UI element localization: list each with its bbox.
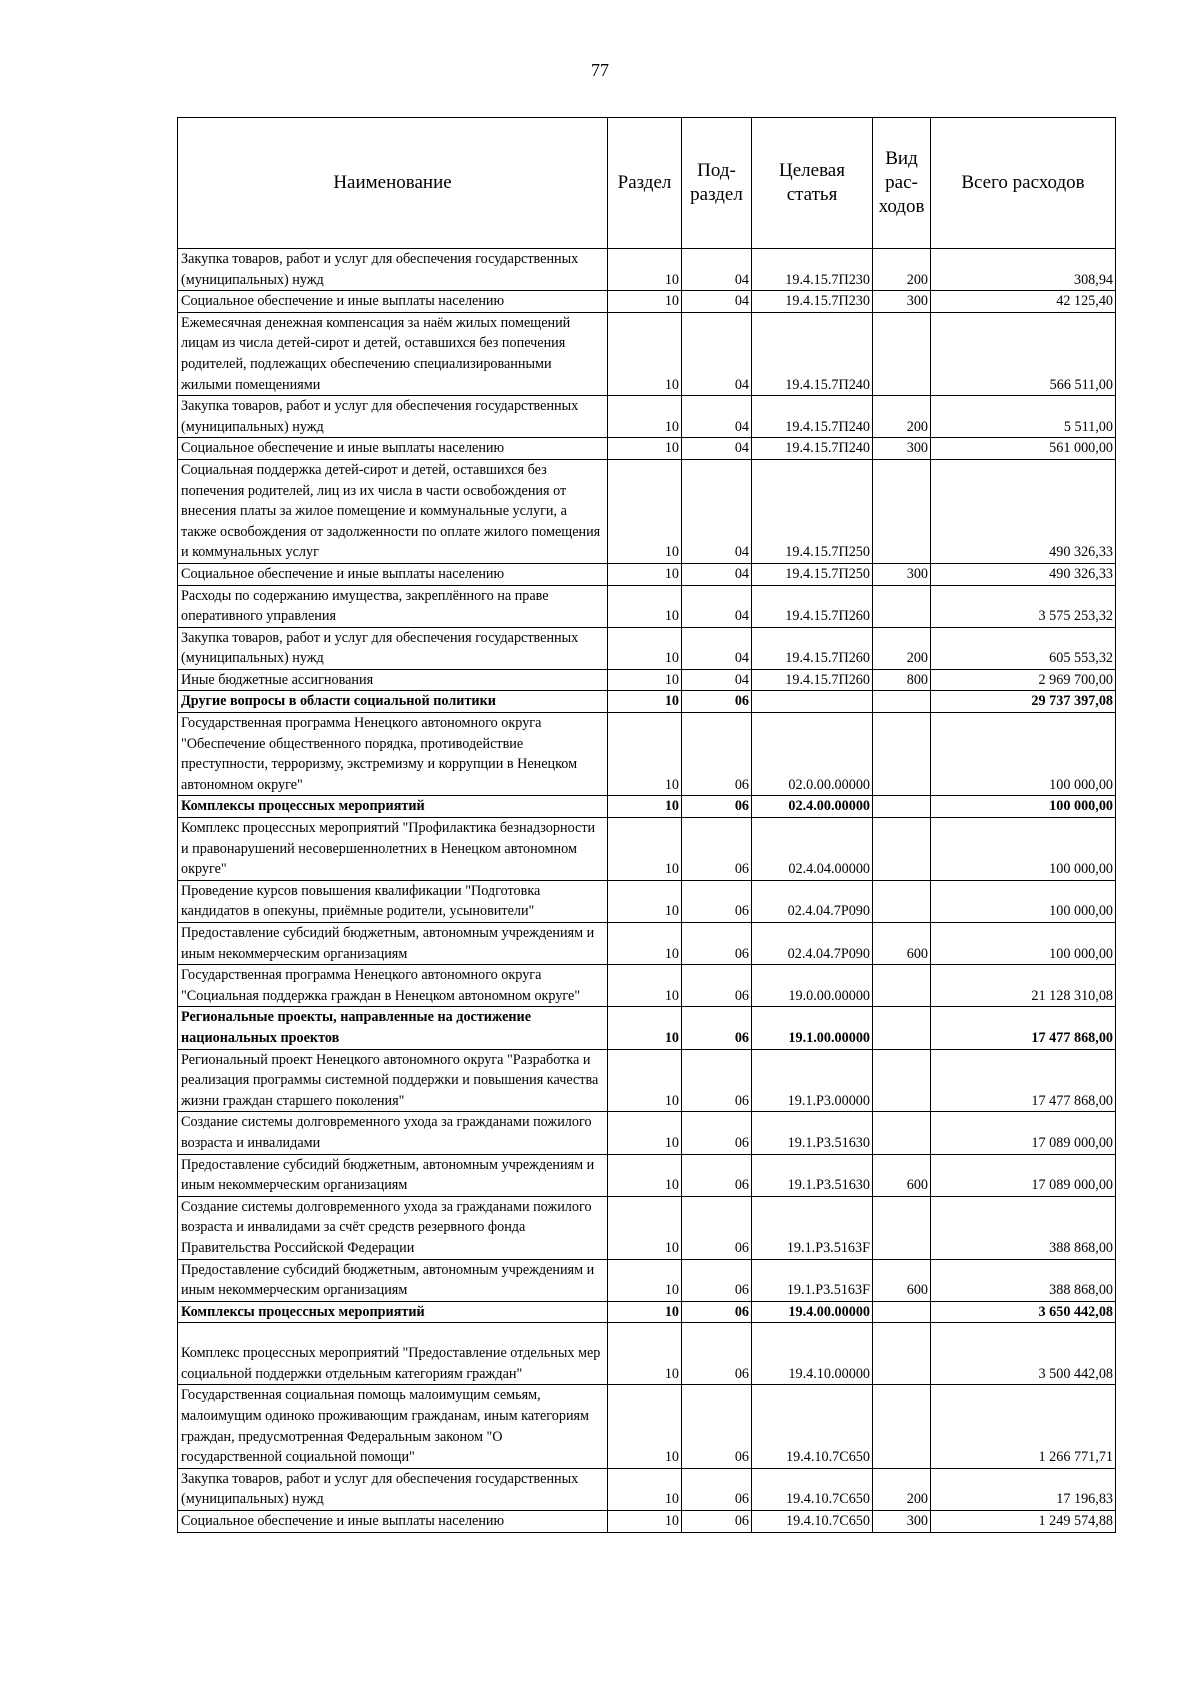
table-row <box>178 1259 1116 1301</box>
cell-target: 19.4.00.00000 <box>752 1301 873 1323</box>
cell-subsection: 06 <box>682 1385 752 1468</box>
cell-section: 10 <box>608 585 682 627</box>
cell-name: Социальное обеспечение и иные выплаты населению <box>178 563 608 585</box>
header-section: Раздел <box>608 118 682 249</box>
cell-section: 10 <box>608 1301 682 1323</box>
table-row <box>178 1385 1116 1468</box>
cell-target: 19.1.Р3.51630 <box>752 1112 873 1154</box>
cell-target: 19.4.10.7С650 <box>752 1468 873 1510</box>
cell-name: Проведение курсов повышения квалификации "Подготовка кандидатов в опекуны, приёмные родители, усыновители" <box>178 880 608 922</box>
cell-section: 10 <box>608 459 682 563</box>
cell-subsection: 06 <box>682 1196 752 1259</box>
cell-subsection: 06 <box>682 1301 752 1323</box>
cell-section: 10 <box>608 880 682 922</box>
cell-type <box>873 796 931 818</box>
cell-name: Комплекс процессных мероприятий "Профилактика безнадзорности и правонарушений несовершеннолетних в Ненецком автономном округе" <box>178 818 608 881</box>
cell-name: Закупка товаров, работ и услуг для обеспечения государственных (муниципальных) нужд <box>178 249 608 291</box>
table-row <box>178 396 1116 438</box>
cell-type: 600 <box>873 1259 931 1301</box>
cell-type <box>873 1385 931 1468</box>
cell-target: 02.4.04.00000 <box>752 818 873 881</box>
cell-name: Региональный проект Ненецкого автономного округа "Разработка и реализация программы системной поддержки и повышения качества жизни граждан старшего поколения" <box>178 1049 608 1112</box>
cell-type <box>873 691 931 713</box>
table-row <box>178 965 1116 1007</box>
cell-section: 10 <box>608 965 682 1007</box>
cell-total: 100 000,00 <box>931 923 1116 965</box>
cell-type: 200 <box>873 627 931 669</box>
cell-subsection: 04 <box>682 459 752 563</box>
cell-type <box>873 585 931 627</box>
cell-target: 19.1.Р3.5163F <box>752 1259 873 1301</box>
cell-type: 600 <box>873 1154 931 1196</box>
cell-section: 10 <box>608 691 682 713</box>
cell-total: 17 477 868,00 <box>931 1049 1116 1112</box>
cell-section: 10 <box>608 1259 682 1301</box>
table-body <box>178 249 1116 1533</box>
header-subsection: Под- раздел <box>682 118 752 249</box>
cell-total: 3 575 253,32 <box>931 585 1116 627</box>
cell-section: 10 <box>608 312 682 395</box>
cell-type: 300 <box>873 563 931 585</box>
cell-section: 10 <box>608 713 682 796</box>
cell-subsection: 06 <box>682 818 752 881</box>
budget-table <box>177 117 1116 1533</box>
header-total: Всего расходов <box>931 118 1116 249</box>
cell-total: 561 000,00 <box>931 438 1116 460</box>
cell-subsection: 04 <box>682 438 752 460</box>
cell-name: Предоставление субсидий бюджетным, автономным учреждениям и иным некоммерческим организациям <box>178 923 608 965</box>
cell-total: 100 000,00 <box>931 713 1116 796</box>
cell-type <box>873 459 931 563</box>
table-row <box>178 1049 1116 1112</box>
cell-subsection: 06 <box>682 923 752 965</box>
cell-total: 5 511,00 <box>931 396 1116 438</box>
cell-total: 17 089 000,00 <box>931 1154 1116 1196</box>
cell-target <box>752 691 873 713</box>
cell-target: 02.0.00.00000 <box>752 713 873 796</box>
cell-target: 02.4.04.7Р090 <box>752 923 873 965</box>
cell-target: 19.4.15.7П260 <box>752 585 873 627</box>
table-row <box>178 1323 1116 1385</box>
cell-total: 42 125,40 <box>931 291 1116 313</box>
cell-subsection: 06 <box>682 691 752 713</box>
cell-name: Региональные проекты, направленные на достижение национальных проектов <box>178 1007 608 1049</box>
table-row <box>178 691 1116 713</box>
table-row <box>178 438 1116 460</box>
cell-target: 19.4.15.7П250 <box>752 459 873 563</box>
cell-type: 200 <box>873 396 931 438</box>
cell-target: 19.0.00.00000 <box>752 965 873 1007</box>
cell-target: 19.1.Р3.00000 <box>752 1049 873 1112</box>
cell-section: 10 <box>608 291 682 313</box>
cell-type: 300 <box>873 438 931 460</box>
cell-subsection: 06 <box>682 1323 752 1385</box>
cell-type: 800 <box>873 669 931 691</box>
cell-name: Социальное обеспечение и иные выплаты населению <box>178 438 608 460</box>
cell-total: 17 477 868,00 <box>931 1007 1116 1049</box>
cell-subsection: 06 <box>682 880 752 922</box>
cell-target: 19.1.00.00000 <box>752 1007 873 1049</box>
cell-type <box>873 1049 931 1112</box>
cell-total: 3 500 442,08 <box>931 1323 1116 1385</box>
cell-total: 21 128 310,08 <box>931 965 1116 1007</box>
header-name: Наименование <box>178 118 608 249</box>
cell-subsection: 04 <box>682 627 752 669</box>
table-row <box>178 312 1116 395</box>
cell-total: 308,94 <box>931 249 1116 291</box>
cell-total: 490 326,33 <box>931 459 1116 563</box>
cell-total: 1 266 771,71 <box>931 1385 1116 1468</box>
cell-section: 10 <box>608 438 682 460</box>
cell-section: 10 <box>608 796 682 818</box>
cell-subsection: 04 <box>682 312 752 395</box>
cell-total: 100 000,00 <box>931 818 1116 881</box>
cell-subsection: 06 <box>682 1007 752 1049</box>
cell-total: 17 089 000,00 <box>931 1112 1116 1154</box>
cell-name: Закупка товаров, работ и услуг для обеспечения государственных (муниципальных) нужд <box>178 396 608 438</box>
cell-total: 605 553,32 <box>931 627 1116 669</box>
table-row <box>178 1511 1116 1533</box>
cell-section: 10 <box>608 1154 682 1196</box>
cell-type <box>873 1196 931 1259</box>
cell-name: Создание системы долговременного ухода за гражданами пожилого возраста и инвалидами за счёт средств резервного фонда Правительства Российской Федерации <box>178 1196 608 1259</box>
table-row <box>178 713 1116 796</box>
cell-name: Социальное обеспечение и иные выплаты населению <box>178 1511 608 1533</box>
cell-name: Иные бюджетные ассигнования <box>178 669 608 691</box>
table-header-row <box>178 118 1116 249</box>
cell-name: Комплексы процессных мероприятий <box>178 796 608 818</box>
cell-subsection: 06 <box>682 1154 752 1196</box>
cell-total: 29 737 397,08 <box>931 691 1116 713</box>
cell-total: 2 969 700,00 <box>931 669 1116 691</box>
cell-target: 19.4.15.7П230 <box>752 249 873 291</box>
table-row <box>178 291 1116 313</box>
cell-target: 19.4.15.7П240 <box>752 312 873 395</box>
cell-type <box>873 1301 931 1323</box>
cell-section: 10 <box>608 923 682 965</box>
cell-section: 10 <box>608 396 682 438</box>
cell-target: 19.4.15.7П240 <box>752 396 873 438</box>
table-row <box>178 1468 1116 1510</box>
cell-name: Закупка товаров, работ и услуг для обеспечения государственных (муниципальных) нужд <box>178 1468 608 1510</box>
cell-subsection: 04 <box>682 585 752 627</box>
cell-name: Предоставление субсидий бюджетным, автономным учреждениям и иным некоммерческим организациям <box>178 1259 608 1301</box>
cell-total: 388 868,00 <box>931 1259 1116 1301</box>
cell-name: Комплексы процессных мероприятий <box>178 1301 608 1323</box>
cell-total: 3 650 442,08 <box>931 1301 1116 1323</box>
cell-subsection: 04 <box>682 396 752 438</box>
cell-type: 200 <box>873 249 931 291</box>
cell-type <box>873 1007 931 1049</box>
cell-section: 10 <box>608 669 682 691</box>
table-row <box>178 563 1116 585</box>
cell-type <box>873 880 931 922</box>
cell-target: 02.4.04.7Р090 <box>752 880 873 922</box>
cell-type <box>873 965 931 1007</box>
cell-name: Закупка товаров, работ и услуг для обеспечения государственных (муниципальных) нужд <box>178 627 608 669</box>
header-target: Целевая статья <box>752 118 873 249</box>
cell-subsection: 04 <box>682 249 752 291</box>
cell-name: Предоставление субсидий бюджетным, автономным учреждениям и иным некоммерческим организациям <box>178 1154 608 1196</box>
cell-section: 10 <box>608 249 682 291</box>
cell-subsection: 06 <box>682 1511 752 1533</box>
cell-subsection: 06 <box>682 1259 752 1301</box>
table-row <box>178 1112 1116 1154</box>
cell-name: Социальное обеспечение и иные выплаты населению <box>178 291 608 313</box>
table-row <box>178 1196 1116 1259</box>
table-row <box>178 818 1116 881</box>
table-row <box>178 1154 1116 1196</box>
cell-target: 19.1.Р3.5163F <box>752 1196 873 1259</box>
table-row <box>178 923 1116 965</box>
cell-type <box>873 1112 931 1154</box>
table-row <box>178 585 1116 627</box>
cell-target: 19.4.15.7П240 <box>752 438 873 460</box>
cell-section: 10 <box>608 818 682 881</box>
cell-subsection: 04 <box>682 291 752 313</box>
cell-total: 490 326,33 <box>931 563 1116 585</box>
table-row <box>178 249 1116 291</box>
cell-name: Расходы по содержанию имущества, закреплённого на праве оперативного управления <box>178 585 608 627</box>
cell-subsection: 04 <box>682 563 752 585</box>
cell-section: 10 <box>608 563 682 585</box>
cell-name: Государственная программа Ненецкого автономного округа "Социальная поддержка граждан в Ненецком автономном округе" <box>178 965 608 1007</box>
cell-section: 10 <box>608 1112 682 1154</box>
cell-type <box>873 312 931 395</box>
cell-type <box>873 713 931 796</box>
cell-name: Ежемесячная денежная компенсация за наём жилых помещений лицам из числа детей-сирот и детей, оставшихся без попечения родителей, подлежащих обеспечению специализированными жилыми помещениями <box>178 312 608 395</box>
header-type: Вид рас- ходов <box>873 118 931 249</box>
cell-total: 100 000,00 <box>931 796 1116 818</box>
cell-section: 10 <box>608 1049 682 1112</box>
cell-section: 10 <box>608 627 682 669</box>
table-row <box>178 669 1116 691</box>
cell-section: 10 <box>608 1196 682 1259</box>
cell-type: 300 <box>873 1511 931 1533</box>
cell-name: Государственная программа Ненецкого автономного округа "Обеспечение общественного порядка, противодействие преступности, терроризму, экстремизму и коррупции в Ненецком автономном округе" <box>178 713 608 796</box>
cell-target: 19.4.10.00000 <box>752 1323 873 1385</box>
cell-subsection: 06 <box>682 1112 752 1154</box>
cell-subsection: 06 <box>682 965 752 1007</box>
cell-target: 19.4.15.7П230 <box>752 291 873 313</box>
cell-name: Комплекс процессных мероприятий "Предоставление отдельных мер социальной поддержки отдельным категориям граждан" <box>178 1323 608 1385</box>
cell-name: Создание системы долговременного ухода за гражданами пожилого возраста и инвалидами <box>178 1112 608 1154</box>
cell-total: 388 868,00 <box>931 1196 1116 1259</box>
cell-name: Социальная поддержка детей-сирот и детей, оставшихся без попечения родителей, лиц из их числа в части освобождения от внесения платы за жилое помещение и коммунальные услуги, а также освобождения от задолженности по оплате жилого помещения и коммунальных услуг <box>178 459 608 563</box>
cell-type <box>873 1323 931 1385</box>
table-row <box>178 880 1116 922</box>
table-row <box>178 459 1116 563</box>
table-row <box>178 627 1116 669</box>
cell-target: 19.4.10.7С650 <box>752 1511 873 1533</box>
cell-type: 200 <box>873 1468 931 1510</box>
cell-subsection: 06 <box>682 713 752 796</box>
cell-total: 566 511,00 <box>931 312 1116 395</box>
cell-section: 10 <box>608 1385 682 1468</box>
page-number: 77 <box>591 60 609 80</box>
table-row <box>178 1301 1116 1323</box>
cell-subsection: 06 <box>682 1468 752 1510</box>
cell-total: 1 249 574,88 <box>931 1511 1116 1533</box>
cell-name: Другие вопросы в области социальной политики <box>178 691 608 713</box>
cell-total: 100 000,00 <box>931 880 1116 922</box>
cell-section: 10 <box>608 1511 682 1533</box>
cell-subsection: 06 <box>682 1049 752 1112</box>
cell-subsection: 04 <box>682 669 752 691</box>
cell-target: 19.4.15.7П260 <box>752 669 873 691</box>
cell-subsection: 06 <box>682 796 752 818</box>
cell-target: 19.4.10.7С650 <box>752 1385 873 1468</box>
cell-type: 600 <box>873 923 931 965</box>
cell-type <box>873 818 931 881</box>
cell-section: 10 <box>608 1468 682 1510</box>
cell-target: 02.4.00.00000 <box>752 796 873 818</box>
cell-total: 17 196,83 <box>931 1468 1116 1510</box>
cell-name: Государственная социальная помощь малоимущим семьям, малоимущим одиноко проживающим гражданам, иным категориям граждан, предусмотренная Федеральным законом "О государственной социальной помощи" <box>178 1385 608 1468</box>
cell-target: 19.1.Р3.51630 <box>752 1154 873 1196</box>
cell-target: 19.4.15.7П260 <box>752 627 873 669</box>
cell-target: 19.4.15.7П250 <box>752 563 873 585</box>
cell-section: 10 <box>608 1007 682 1049</box>
cell-section: 10 <box>608 1323 682 1385</box>
table-row <box>178 1007 1116 1049</box>
cell-type: 300 <box>873 291 931 313</box>
table-row <box>178 796 1116 818</box>
